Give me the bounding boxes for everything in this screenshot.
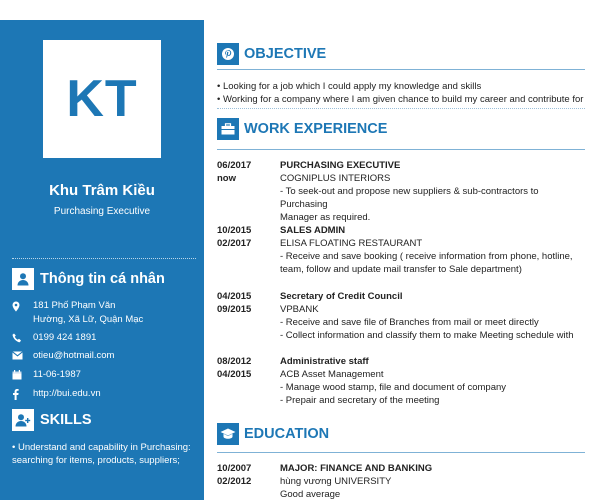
skills-text	[12, 441, 202, 467]
edu-grade: Good average	[280, 489, 341, 500]
job-date-to: 04/2015	[217, 369, 252, 380]
objective-divider	[217, 69, 585, 70]
job-company: VPBANK	[280, 304, 319, 315]
email-row	[12, 349, 114, 363]
personal-info-heading	[12, 268, 165, 290]
job-desc-line: - Prepair and secretary of the meeting	[280, 395, 440, 406]
job-desc-line: - To seek-out and propose new suppliers & sub-contractors to Purchasing	[280, 186, 539, 210]
education-heading	[217, 423, 329, 445]
education-divider	[217, 452, 585, 453]
job-company: COGNIPLUS INTERIORS	[280, 173, 391, 184]
job-date-to: now	[217, 173, 236, 184]
calendar-icon	[12, 368, 33, 382]
sidebar-divider	[12, 258, 196, 259]
job-title: Administrative staff	[280, 356, 369, 367]
edu-date-to: 02/2012	[217, 476, 252, 487]
job-date-from: 08/2012	[217, 356, 252, 367]
edu-date-from: 10/2007	[217, 463, 252, 474]
job-desc-line: team, follow and update mail transfer to Sale department)	[280, 264, 522, 275]
website-link[interactable]: http://bui.edu.vn	[33, 388, 101, 399]
graduation-cap-icon	[217, 423, 239, 445]
phone-number: 0199 424 1891	[33, 332, 97, 343]
envelope-icon	[12, 349, 33, 363]
skills-title: SKILLS	[40, 412, 92, 428]
objective-bottom-divider	[217, 108, 585, 109]
objective-title: OBJECTIVE	[244, 46, 327, 62]
map-marker-icon	[12, 299, 33, 327]
job-desc-line: - Receive and save booking ( receive information from phone, hotline,	[280, 251, 573, 262]
user-icon	[12, 268, 34, 290]
job-date-from: 04/2015	[217, 291, 252, 302]
edu-major: MAJOR: FINANCE AND BANKING	[280, 463, 433, 474]
job-date-to: 02/2017	[217, 238, 252, 249]
objective-heading	[217, 43, 326, 65]
objective-line-2: • Working for a company where I am given chance to build my career and contribute for	[217, 94, 584, 105]
work-heading	[217, 118, 387, 140]
profile-name: Khu Trâm Kiều	[49, 182, 155, 199]
job-title: Secretary of Credit Council	[280, 291, 403, 302]
birthday: 11-06-1987	[33, 369, 81, 380]
work-title: WORK EXPERIENCE	[244, 121, 388, 137]
objective-line-1: • Looking for a job which I could apply my knowledge and skills	[217, 81, 482, 92]
email-address[interactable]: otieu@hotmail.com	[33, 350, 115, 361]
avatar	[43, 40, 161, 158]
job-date-to: 09/2015	[217, 304, 252, 315]
address-row	[12, 299, 143, 327]
job-title: SALES ADMIN	[280, 225, 346, 236]
phone-icon	[12, 331, 33, 345]
work-divider	[217, 149, 585, 150]
avatar-initials: KT	[66, 70, 138, 128]
education-title: EDUCATION	[244, 426, 330, 442]
skills-line-2: searching for items, products, suppliers;	[12, 455, 180, 466]
address-line-2: Hường, Xã Lữ, Quận Mạc	[33, 314, 144, 325]
job-date-from: 06/2017	[217, 160, 252, 171]
pinterest-icon	[217, 43, 239, 65]
job-desc-line: Manager as required.	[280, 212, 371, 223]
phone-row	[12, 331, 96, 345]
briefcase-icon	[217, 118, 239, 140]
job-desc-line: - Manage wood stamp, file and document of company	[280, 382, 507, 393]
personal-info-title: Thông tin cá nhân	[40, 271, 165, 287]
facebook-icon	[12, 387, 33, 401]
birthday-row	[12, 368, 81, 382]
user-plus-icon	[12, 409, 34, 431]
edu-school: hùng vương UNIVERSITY	[280, 476, 392, 487]
profile-role: Purchasing Executive	[53, 206, 151, 217]
skills-heading	[12, 409, 92, 431]
job-title: PURCHASING EXECUTIVE	[280, 160, 401, 171]
skills-line-1: • Understand and capability in Purchasing:	[12, 442, 191, 453]
job-company: ACB Asset Management	[280, 369, 384, 380]
job-desc-line: - Receive and save file of Branches from mail or meet directly	[280, 317, 539, 328]
address-line-1: 181 Phố Phạm Văn	[33, 300, 116, 311]
job-date-from: 10/2015	[217, 225, 252, 236]
job-desc-line: - Collect information and classify them to make Meeting schedule with	[280, 330, 574, 341]
job-company: ELISA FLOATING RESTAURANT	[280, 238, 423, 249]
website-row	[12, 387, 101, 401]
